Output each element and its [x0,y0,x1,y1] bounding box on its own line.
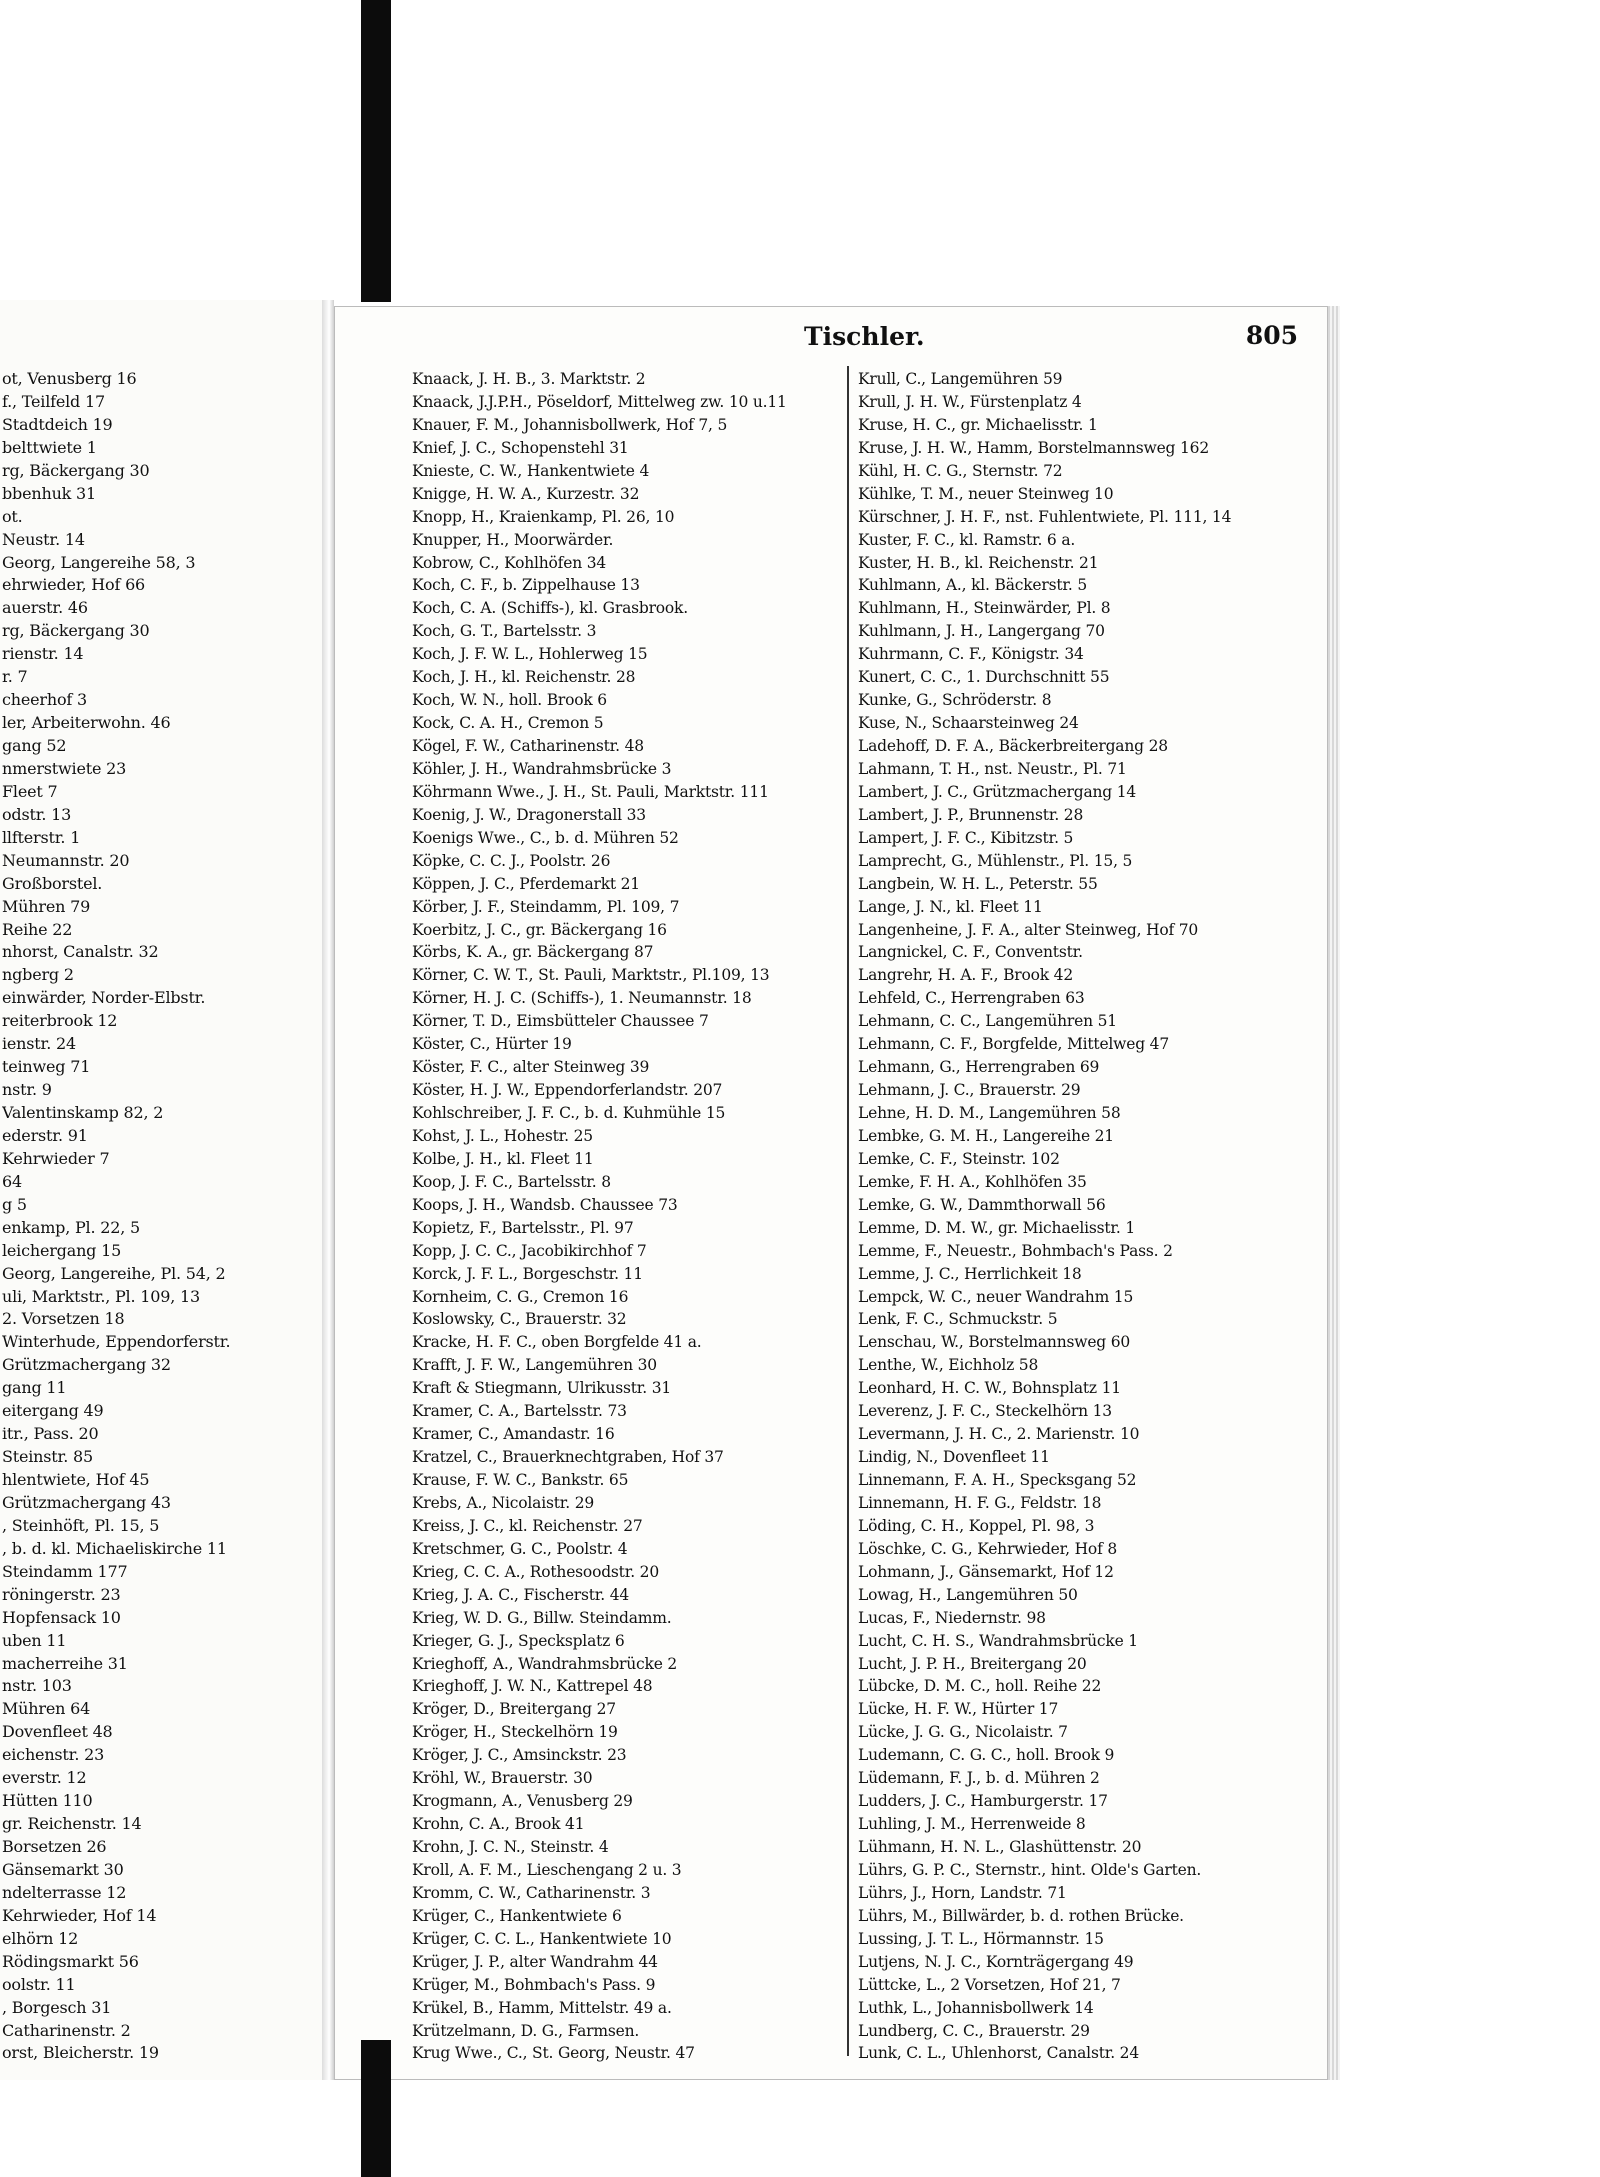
directory-entry: Lehfeld, C., Herrengraben 63 [858,989,1085,1008]
directory-entry: ehrwieder, Hof 66 [2,575,146,595]
directory-entry: Kruse, H. C., gr. Michaelisstr. 1 [858,415,1098,434]
directory-entry: Koch, C. A. (Schiffs-), kl. Grasbrook. [412,599,688,618]
directory-entry: Lahmann, T. H., nst. Neustr., Pl. 71 [858,759,1127,778]
scanner-bar-bottom [361,2040,391,2177]
page-edge-stack [1328,306,1340,2080]
page-number: 805 [1245,321,1298,350]
directory-entry: Korck, J. F. L., Borgeschstr. 11 [412,1264,643,1283]
directory-entry: Lemme, D. M. W., gr. Michaelisstr. 1 [858,1218,1136,1237]
directory-entry: Krebs, A., Nicolaistr. 29 [412,1493,595,1512]
directory-entry: Kopp, J. C. C., Jacobikirchhof 7 [412,1241,647,1260]
directory-entry: ot. [2,506,23,526]
directory-entry: Catharinenstr. 2 [2,2020,131,2040]
directory-entry: Stadtdeich 19 [2,414,113,434]
directory-entry: Krüger, M., Bohmbach's Pass. 9 [412,1975,656,1994]
directory-entry: Koch, J. H., kl. Reichenstr. 28 [412,668,636,687]
directory-entry: macherreihe 31 [2,1653,128,1673]
directory-entry: Knieste, C. W., Hankentwiete 4 [412,461,650,480]
directory-entry: Grützmachergang 43 [2,1492,171,1512]
directory-entry: Lührs, M., Billwärder, b. d. rothen Brücke. [858,1906,1184,1925]
directory-entry: Kögel, F. W., Catharinenstr. 48 [412,737,644,755]
directory-entry: enkamp, Pl. 22, 5 [2,1217,140,1237]
directory-entry: Lehmann, C. F., Borgfelde, Mittelweg 47 [858,1035,1169,1054]
directory-entry: Steindamm 177 [2,1561,128,1581]
directory-entry: Lührs, J., Horn, Landstr. 71 [858,1883,1067,1902]
directory-entry: Kehrwieder, Hof 14 [2,1905,157,1925]
directory-entry: Kreiss, J. C., kl. Reichenstr. 27 [412,1516,643,1535]
directory-entry: Kuhrmann, C. F., Königstr. 34 [858,645,1084,664]
directory-entry: hlentwiete, Hof 45 [2,1470,150,1489]
directory-entry: Kock, C. A. H., Cremon 5 [412,714,604,733]
directory-entry: Lenschau, W., Borstelmannsweg 60 [858,1333,1131,1352]
running-head: Tischler. [804,322,925,351]
directory-entry: Lundberg, C. C., Brauerstr. 29 [858,2021,1090,2040]
directory-entry: Lempck, W. C., neuer Wandrahm 15 [858,1287,1134,1306]
directory-entry: eitergang 49 [2,1401,104,1421]
directory-entry: Koerbitz, J. C., gr. Bäckergang 16 [412,920,667,939]
directory-entry: Neustr. 14 [2,529,85,549]
directory-entry: Lehmann, C. C., Langemühren 51 [858,1012,1117,1031]
directory-entry: Kruse, J. H. W., Hamm, Borstelmannsweg 162 [858,438,1209,457]
directory-entry: Kratzel, C., Brauerknechtgraben, Hof 37 [412,1448,724,1467]
directory-entry: Lücke, J. G. G., Nicolaistr. 7 [858,1723,1068,1742]
directory-entry: Körner, H. J. C. (Schiffs-), 1. Neumannstr. 18 [412,989,752,1008]
directory-entry: Ludemann, C. G. C., holl. Brook 9 [858,1746,1115,1765]
directory-entry: Kracke, H. F. C., oben Borgfelde 41 a. [412,1333,702,1352]
left-page [0,300,331,2080]
directory-entry: Knaack, J.J.P.H., Pöseldorf, Mittelweg zw. 10 u.11 [412,392,787,411]
directory-entry: Köster, F. C., alter Steinweg 39 [412,1058,650,1077]
directory-entry: eichenstr. 23 [2,1745,105,1765]
directory-entry: Winterhude, Eppendorferstr. [2,1332,231,1352]
directory-entry: f., Teilfeld 17 [2,391,105,411]
directory-entry: Koslowsky, C., Brauerstr. 32 [412,1310,627,1329]
directory-entry: Kuster, H. B., kl. Reichenstr. 21 [858,553,1099,572]
directory-entry: Lehne, H. D. M., Langemühren 58 [858,1104,1121,1122]
directory-entry: ler, Arbeiterwohn. 46 [2,713,171,733]
directory-entry: Neumannstr. 20 [2,850,130,870]
directory-entry: Lemme, J. C., Herrlichkeit 18 [858,1264,1082,1283]
directory-entry: Krause, F. W. C., Bankstr. 65 [412,1471,629,1489]
directory-entry: Ladehoff, D. F. A., Bäckerbreitergang 28 [858,737,1168,755]
directory-entry: Kramer, C. A., Bartelsstr. 73 [412,1402,627,1421]
directory-entry: Luhling, J. M., Herrenweide 8 [858,1815,1086,1834]
directory-entry: Koch, J. F. W. L., Hohlerweg 15 [412,645,648,664]
directory-entry: Löding, C. H., Koppel, Pl. 98, 3 [858,1516,1095,1535]
directory-entry: Krükel, B., Hamm, Mittelstr. 49 a. [412,1998,672,2017]
directory-entry: Krützelmann, D. G., Farmsen. [412,2021,640,2040]
directory-entry: Leonhard, H. C. W., Bohnsplatz 11 [858,1379,1121,1398]
directory-entry: gang 52 [2,736,67,755]
directory-entry: Koch, C. F., b. Zippelhause 13 [412,576,640,595]
directory-entry: g 5 [2,1194,27,1214]
directory-entry: Kröger, H., Steckelhörn 19 [412,1723,618,1742]
directory-entry: Köpke, C. C. J., Poolstr. 26 [412,851,611,870]
directory-entry: leichergang 15 [2,1240,122,1260]
directory-entry: Lühmann, H. N. L., Glashüttenstr. 20 [858,1838,1142,1856]
directory-entry: Lüttcke, L., 2 Vorsetzen, Hof 21, 7 [858,1975,1121,1994]
directory-entry: Lührs, G. P. C., Sternstr., hint. Olde's Garten. [858,1860,1202,1879]
directory-entry: 64 [2,1171,22,1191]
directory-entry: Kürschner, J. H. F., nst. Fuhlentwiete, Pl. 111, 14 [858,507,1232,526]
directory-entry: Grützmachergang 32 [2,1355,171,1375]
directory-entry: Linnemann, H. F. G., Feldstr. 18 [858,1493,1102,1512]
directory-entry: Krieg, J. A. C., Fischerstr. 44 [412,1585,630,1604]
directory-entry: Lücke, H. F. W., Hürter 17 [858,1700,1059,1719]
directory-entry: ngberg 2 [2,965,74,985]
directory-entry: everstr. 12 [2,1768,87,1788]
directory-entry: Köhrmann Wwe., J. H., St. Pauli, Marktstr. 111 [412,782,769,801]
directory-entry: itr., Pass. 20 [2,1424,99,1444]
directory-entry: Lutjens, N. J. C., Kornträgergang 49 [858,1952,1134,1971]
directory-entry: Lucas, F., Niedernstr. 98 [858,1608,1046,1627]
directory-entry: Koenigs Wwe., C., b. d. Mühren 52 [412,828,679,847]
directory-entry: Knauer, F. M., Johannisbollwerk, Hof 7, 5 [412,415,728,434]
directory-entry: ot, Venusberg 16 [2,369,137,388]
directory-entry: Köster, C., Hürter 19 [412,1035,572,1054]
directory-entry: Kuster, F. C., kl. Ramstr. 6 a. [858,530,1076,549]
directory-entry: Knupper, H., Moorwärder. [412,530,614,549]
directory-entry: Krieghoff, J. W. N., Kattrepel 48 [412,1677,653,1696]
directory-entry: Linnemann, F. A. H., Specksgang 52 [858,1471,1137,1489]
directory-entry: Kröhl, W., Brauerstr. 30 [412,1769,593,1788]
directory-entry: Krug Wwe., C., St. Georg, Neustr. 47 [412,2044,695,2063]
directory-entry: r. 7 [2,667,28,687]
directory-entry: Kraft & Stiegmann, Ulrikusstr. 31 [412,1379,672,1398]
directory-entry: Lohmann, J., Gänsemarkt, Hof 12 [858,1562,1114,1581]
directory-entry: Koenig, J. W., Dragonerstall 33 [412,805,646,824]
right-page [334,306,1328,2080]
directory-entry: Borsetzen 26 [2,1837,107,1856]
directory-entry: Lemke, F. H. A., Kohlhöfen 35 [858,1172,1087,1191]
directory-entry: Fleet 7 [2,781,58,801]
directory-entry: cheerhof 3 [2,690,87,710]
directory-entry: Langbein, W. H. L., Peterstr. 55 [858,874,1098,893]
directory-entry: teinweg 71 [2,1057,91,1077]
directory-entry: Lowag, H., Langemühren 50 [858,1585,1078,1604]
directory-entry: ndelterrasse 12 [2,1882,127,1902]
directory-entry: Krull, C., Langemühren 59 [858,370,1063,388]
directory-entry: belttwiete 1 [2,437,97,457]
directory-entry: Lussing, J. T. L., Hörmannstr. 15 [858,1929,1104,1948]
directory-entry: llfterstr. 1 [2,827,81,847]
directory-entry: Krieg, W. D. G., Billw. Steindamm. [412,1608,672,1627]
directory-entry: Kroll, A. F. M., Lieschengang 2 u. 3 [412,1860,682,1879]
directory-entry: Mühren 64 [2,1699,91,1719]
directory-entry: Lunk, C. L., Uhlenhorst, Canalstr. 24 [858,2044,1140,2063]
directory-entry: nstr. 103 [2,1676,72,1696]
directory-entry: gang 11 [2,1378,67,1398]
directory-entry: Lambert, J. P., Brunnenstr. 28 [858,805,1084,824]
directory-entry: odstr. 13 [2,804,72,824]
directory-entry: nstr. 9 [2,1080,52,1100]
directory-entry: Ludders, J. C., Hamburgerstr. 17 [858,1792,1108,1811]
directory-entry: Hütten 110 [2,1791,93,1811]
directory-entry: Lange, J. N., kl. Fleet 11 [858,897,1043,916]
directory-column-2 [858,368,1318,2065]
directory-entry: Koop, J. F. C., Bartelsstr. 8 [412,1172,611,1191]
directory-entry: Krohn, C. A., Brook 41 [412,1815,585,1834]
directory-entry: Krüger, J. P., alter Wandrahm 44 [412,1952,658,1971]
directory-entry: Knaack, J. H. B., 3. Marktstr. 2 [412,370,646,388]
directory-entry: Valentinskamp 82, 2 [2,1103,164,1122]
left-page-entries [2,368,322,2065]
directory-entry: ederstr. 91 [2,1125,88,1145]
directory-entry: Kornheim, C. G., Cremon 16 [412,1287,629,1306]
directory-entry: Lemke, G. W., Dammthorwall 56 [858,1195,1106,1214]
directory-entry: Kröger, D., Breitergang 27 [412,1700,616,1719]
directory-entry: Krüger, C., Hankentwiete 6 [412,1906,622,1925]
directory-entry: Knopp, H., Kraienkamp, Pl. 26, 10 [412,507,675,526]
directory-entry: Koch, G. T., Bartelsstr. 3 [412,622,597,641]
directory-entry: Leverenz, J. F. C., Steckelhörn 13 [858,1402,1112,1421]
directory-entry: auerstr. 46 [2,598,88,618]
directory-entry: Reihe 22 [2,919,73,939]
directory-entry: Lüdemann, F. J., b. d. Mühren 2 [858,1769,1100,1788]
directory-entry: Georg, Langereihe, Pl. 54, 2 [2,1263,226,1283]
directory-entry: Knigge, H. W. A., Kurzestr. 32 [412,484,640,503]
directory-entry: Rödingsmarkt 56 [2,1951,139,1971]
directory-entry: Lucht, C. H. S., Wandrahmsbrücke 1 [858,1631,1138,1650]
directory-entry: Steinstr. 85 [2,1447,93,1467]
directory-entry: Levermann, J. H. C., 2. Marienstr. 10 [858,1425,1140,1444]
directory-entry: Köhler, J. H., Wandrahmsbrücke 3 [412,759,672,778]
directory-entry: Lampert, J. F. C., Kibitzstr. 5 [858,828,1074,847]
directory-entry: Kretschmer, G. C., Poolstr. 4 [412,1539,628,1558]
directory-entry: uben 11 [2,1630,67,1650]
directory-entry: Lambert, J. C., Grützmachergang 14 [858,782,1137,801]
directory-entry: Kühl, H. C. G., Sternstr. 72 [858,461,1063,480]
directory-entry: Koops, J. H., Wandsb. Chaussee 73 [412,1195,678,1214]
directory-entry: Lemme, F., Neuestr., Bohmbach's Pass. 2 [858,1241,1173,1260]
directory-entry: Körner, T. D., Eimsbütteler Chaussee 7 [412,1012,709,1031]
directory-entry: uli, Marktstr., Pl. 109, 13 [2,1286,200,1306]
directory-entry: Luthk, L., Johannisbollwerk 14 [858,1998,1094,2017]
directory-entry: nhorst, Canalstr. 32 [2,942,159,962]
directory-entry: Kuhlmann, J. H., Langergang 70 [858,622,1105,641]
directory-entry: Langenheine, J. F. A., alter Steinweg, Hof 70 [858,920,1199,939]
directory-entry: Kuhlmann, H., Steinwärder, Pl. 8 [858,599,1111,618]
scanner-bar-top [361,0,391,302]
directory-entry: Kühlke, T. M., neuer Steinweg 10 [858,484,1114,503]
directory-entry: Gänsemarkt 30 [2,1859,124,1879]
directory-entry: Körbs, K. A., gr. Bäckergang 87 [412,943,654,962]
directory-column-1 [412,368,832,2065]
directory-entry: Kuhlmann, A., kl. Bäckerstr. 5 [858,576,1087,595]
directory-entry: nmerstwiete 23 [2,758,127,778]
directory-entry: einwärder, Norder-Elbstr. [2,988,206,1008]
directory-entry: reiterbrook 12 [2,1011,118,1031]
directory-entry: Krieg, C. C. A., Rothesoodstr. 20 [412,1562,659,1581]
directory-entry: Knief, J. C., Schopenstehl 31 [412,438,629,457]
directory-entry: Dovenfleet 48 [2,1722,113,1742]
directory-entry: Kromm, C. W., Catharinenstr. 3 [412,1883,651,1902]
book-gutter [322,300,334,2080]
directory-entry: Krull, J. H. W., Fürstenplatz 4 [858,392,1082,411]
directory-entry: rg, Bäckergang 30 [2,460,150,480]
directory-entry: Kramer, C., Amandastr. 16 [412,1425,615,1444]
directory-entry: Großborstel. [2,873,103,893]
directory-entry: Lemke, C. F., Steinstr. 102 [858,1149,1060,1168]
directory-entry: Krafft, J. F. W., Langemühren 30 [412,1356,657,1375]
directory-entry: Kopietz, F., Bartelsstr., Pl. 97 [412,1218,634,1237]
directory-entry: 2. Vorsetzen 18 [2,1309,125,1329]
directory-entry: Kobrow, C., Kohlhöfen 34 [412,553,607,572]
directory-entry: Kolbe, J. H., kl. Fleet 11 [412,1149,594,1168]
directory-entry: ienstr. 24 [2,1034,76,1054]
directory-entry: Köppen, J. C., Pferdemarkt 21 [412,874,640,893]
directory-entry: Lucht, J. P. H., Breitergang 20 [858,1654,1087,1673]
directory-entry: , Borgesch 31 [2,1997,112,2017]
directory-entry: Kehrwieder 7 [2,1148,110,1168]
directory-entry: rg, Bäckergang 30 [2,621,150,641]
directory-entry: , Steinhöft, Pl. 15, 5 [2,1515,160,1535]
directory-entry: Koch, W. N., holl. Brook 6 [412,691,607,710]
directory-entry: röningerstr. 23 [2,1584,121,1604]
directory-entry: Lenk, F. C., Schmuckstr. 5 [858,1310,1058,1329]
directory-entry: Hopfensack 10 [2,1607,121,1627]
directory-entry: Krohn, J. C. N., Steinstr. 4 [412,1838,609,1856]
directory-entry: orst, Bleicherstr. 19 [2,2043,159,2063]
directory-entry: Lehmann, G., Herrengraben 69 [858,1058,1100,1077]
directory-entry: Körber, J. F., Steindamm, Pl. 109, 7 [412,897,680,916]
directory-entry: elhörn 12 [2,1928,79,1948]
directory-entry: , b. d. kl. Michaeliskirche 11 [2,1538,227,1558]
directory-entry: Körner, C. W. T., St. Pauli, Marktstr., Pl.109, 13 [412,966,770,985]
directory-entry: Lenthe, W., Eichholz 58 [858,1356,1039,1375]
directory-entry: rienstr. 14 [2,644,84,664]
directory-entry: Löschke, C. G., Kehrwieder, Hof 8 [858,1539,1117,1558]
directory-entry: Kohlschreiber, J. F. C., b. d. Kuhmühle 15 [412,1104,726,1122]
directory-entry: Kröger, J. C., Amsinckstr. 23 [412,1746,627,1765]
directory-entry: Kohst, J. L., Hohestr. 25 [412,1126,593,1145]
directory-entry: Lembke, G. M. H., Langereihe 21 [858,1126,1114,1145]
directory-entry: gr. Reichenstr. 14 [2,1814,142,1834]
column-divider [847,366,849,2056]
directory-entry: Krieger, G. J., Specksplatz 6 [412,1631,625,1650]
directory-entry: bbenhuk 31 [2,483,97,503]
directory-entry: Langrehr, H. A. F., Brook 42 [858,966,1074,985]
directory-entry: Krogmann, A., Venusberg 29 [412,1792,633,1811]
directory-entry: Kuse, N., Schaarsteinweg 24 [858,714,1079,733]
directory-entry: Lübcke, D. M. C., holl. Reihe 22 [858,1677,1102,1696]
directory-entry: oolstr. 11 [2,1974,76,1994]
directory-entry: Lehmann, J. C., Brauerstr. 29 [858,1081,1081,1100]
directory-entry: Georg, Langereihe 58, 3 [2,552,196,572]
directory-entry: Mühren 79 [2,896,91,916]
directory-entry: Lamprecht, G., Mühlenstr., Pl. 15, 5 [858,851,1133,870]
directory-entry: Köster, H. J. W., Eppendorferlandstr. 207 [412,1081,723,1100]
directory-entry: Krüger, C. C. L., Hankentwiete 10 [412,1929,672,1948]
directory-entry: Kunke, G., Schröderstr. 8 [858,691,1052,710]
directory-entry: Krieghoff, A., Wandrahmsbrücke 2 [412,1654,678,1673]
directory-entry: Kunert, C. C., 1. Durchschnitt 55 [858,668,1110,687]
directory-entry: Langnickel, C. F., Conventstr. [858,943,1083,962]
directory-entry: Lindig, N., Dovenfleet 11 [858,1448,1050,1467]
